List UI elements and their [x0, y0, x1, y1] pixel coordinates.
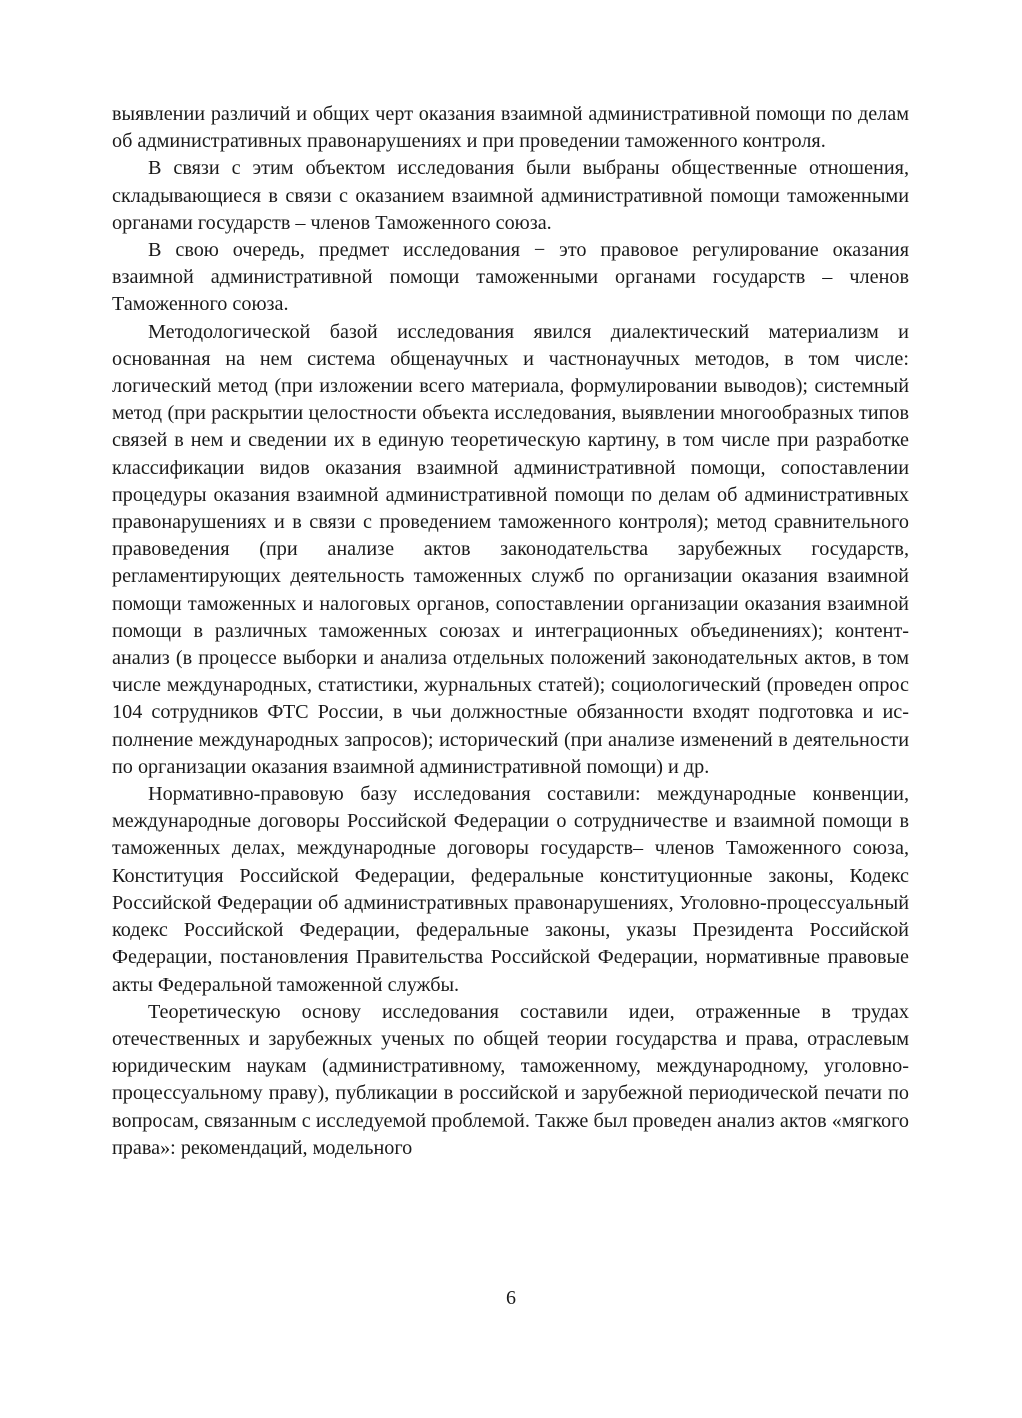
body-text [112, 101, 909, 1162]
page-number: 6 [506, 1287, 516, 1309]
paragraph-subject: В свою очередь, предмет исследования − это правовое регулирование оказания взаимной административной помощи таможенными органами государств – членов Таможенного союза. [112, 239, 909, 316]
paragraph-theoretical-basis: Теоретическую основу исследования составили идеи, отраженные в трудах отечественных и зарубежных ученых по общей теории государства и права, отраслевым юридическим наукам (административному, таможенному, международному, уголовно-процессуальному праву), публикации в российской и зарубежной периодической печати по вопросам, связанным с исследуемой проблемой. Также был проведен анализ актов «мягкого права»: рекомендаций, модельного [112, 1000, 909, 1159]
paragraph-object: В связи с этим объектом исследования были выбраны общественные отношения, складывающиеся в связи с оказанием взаимной административной помощи таможенными органами государств – членов Таможенного союза. [112, 157, 909, 234]
paragraph-legal-base: Нормативно-правовую базу исследования составили: международные конвенции, международные договоры Российской Федерации о сотрудничестве и взаимной помощи в таможенных делах, международные договоры государств– членов Таможенного союза, Конституция Российской Федерации, федеральные конституционные законы, Кодекс Российской Федерации об административных правонарушениях, Уголовно-процессуальный кодекс Российской Федерации, федеральные законы, указы Президента Российской Федерации, постановления Правительства Российской Федерации, нормативные правовые акты Федеральной таможенной службы. [112, 783, 909, 996]
paragraph-continuation: выявлении различий и общих черт оказания взаимной административной помощи по делам об административных правонарушениях и при проведении таможенного контроля. [112, 103, 909, 153]
paragraph-methodology: Методологической базой исследования явился диалектический материализм и основанная на нем система общенаучных и частнонаучных методов, в том числе: логический метод (при изложении всего материала, формулировании выводов); системный метод (при раскрытии целостности объекта исследования, выявлении многообразных типов связей в нем и сведении их в единую теоретическую картину, в том числе при разработке классификации видов оказания взаимной административной помощи, сопоставлении процедуры оказания взаимной административной помощи по делам об административных правонарушениях и в связи с проведением таможенного контроля); метод сравнительного правоведения (при анализе актов законодательства зарубежных государств, регламентирующих деятельность таможенных служб по организации оказания взаимной помощи таможенных и налоговых органов, сопоставлении организации оказания взаимной помощи в различных таможенных союзах и интеграционных объединениях); контент-анализ (в процессе выборки и анализа отдельных положений законодательных актов, в том числе международных, статистики, журнальных статей); социологический (проведен опрос 104 сотрудников ФТС России, в чьи должностные обязанности входят подготовка и исполнение международных запросов); исторический (при анализе изменений в деятельности по организации оказания взаимной административной помощи) и др. [112, 320, 909, 778]
